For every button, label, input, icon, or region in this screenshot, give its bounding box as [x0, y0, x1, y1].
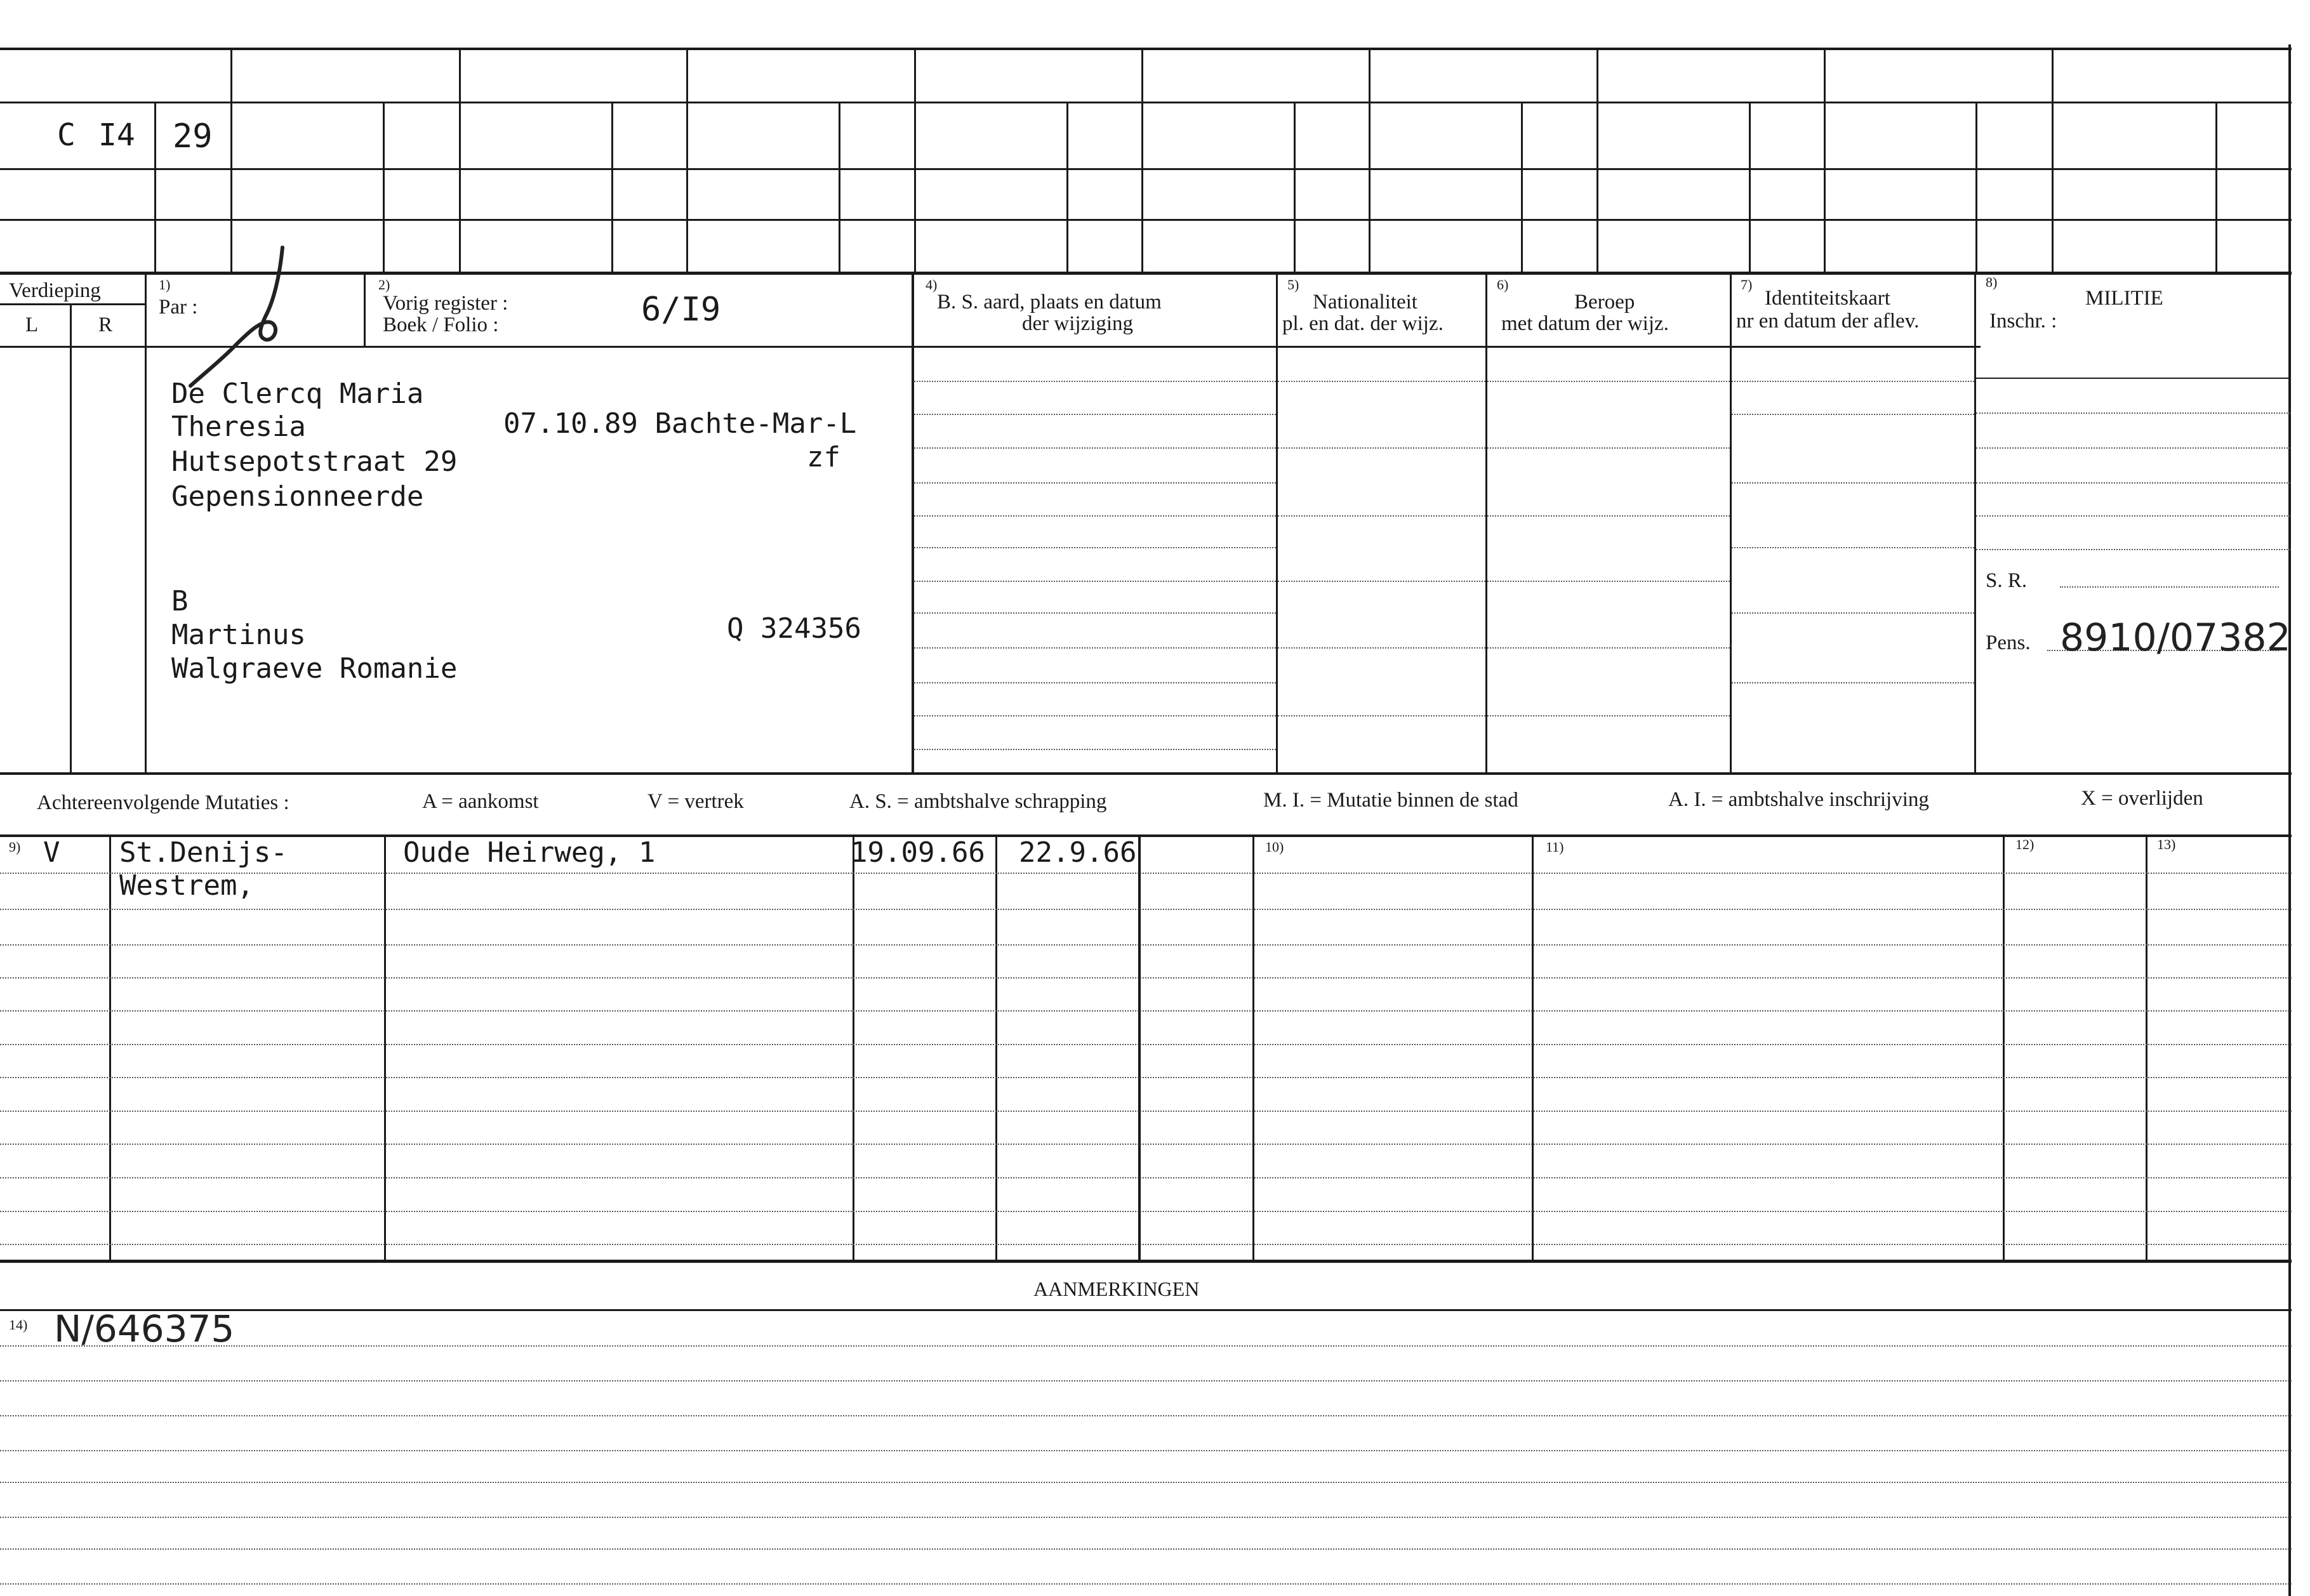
rule: [1975, 102, 1977, 273]
rule: [459, 48, 461, 273]
rule: [611, 102, 613, 273]
spouse-parents: Walgraeve Romanie: [171, 652, 458, 685]
dotted-line: [1732, 612, 1974, 614]
dotted-line: [0, 1144, 2292, 1145]
col-13-number: 13): [2157, 836, 2176, 852]
dotted-line: [914, 414, 1276, 415]
rule: [2215, 102, 2217, 273]
remarks-number: 14): [9, 1317, 28, 1333]
dotted-line: [914, 647, 1276, 649]
identiteitskaart-label-2: nr en datum der aflev.: [1736, 310, 1920, 333]
legend-overlijden: X = overlijden: [2081, 787, 2203, 810]
rule: [1141, 48, 1143, 273]
dotted-line: [1487, 381, 1730, 382]
mutation-place-2: Westrem,: [119, 869, 254, 902]
col-10-number: 10): [1265, 839, 1284, 855]
identiteitskaart-number: 7): [1741, 277, 1753, 293]
pens-value: 8910/07382: [2060, 616, 2291, 660]
nationaliteit-label: Nationaliteit: [1313, 291, 1417, 313]
remarks-title: AANMERKINGEN: [1033, 1277, 1200, 1300]
vorig-number: 2): [378, 277, 390, 293]
dotted-line: [1732, 682, 1974, 683]
dotted-line: [914, 715, 1276, 716]
rule: [0, 303, 146, 305]
mutation-type: V: [43, 836, 60, 869]
dotted-line: [0, 1211, 2292, 1212]
rule: [1975, 378, 2290, 379]
rule: [839, 102, 840, 273]
dotted-line: [0, 1077, 2292, 1078]
dotted-line: [1487, 515, 1730, 517]
dotted-line: [1976, 412, 2290, 414]
rule: [1532, 834, 1534, 1261]
dotted-line: [914, 547, 1276, 548]
rule: [0, 219, 2292, 221]
person-status-code: zf: [807, 441, 840, 473]
rule: [1138, 834, 1141, 1261]
rule: [109, 834, 111, 1261]
spouse-name: Martinus: [171, 619, 306, 651]
verdieping-label: Verdieping: [9, 279, 101, 302]
identiteitskaart-label: Identiteitskaart: [1765, 287, 1890, 310]
rule: [70, 303, 72, 773]
dotted-line: [1732, 482, 1974, 484]
rule: [1369, 48, 1371, 273]
rule: [2288, 44, 2291, 1596]
boek-folio-label: Boek / Folio :: [383, 313, 499, 336]
bs-label: B. S. aard, plaats en datum: [937, 291, 1162, 313]
col-9-number: 9): [9, 839, 21, 855]
dotted-line: [0, 1415, 2292, 1416]
rule: [0, 168, 2292, 170]
dotted-line: [1732, 547, 1974, 548]
bs-label-2: der wijziging: [1022, 312, 1134, 335]
dotted-line: [1487, 715, 1730, 716]
rule: [0, 834, 2292, 837]
dotted-line: [1976, 515, 2290, 517]
nationaliteit-label-2: pl. en dat. der wijz.: [1282, 312, 1444, 335]
beroep-number: 6): [1497, 277, 1509, 293]
inschr-label: Inschr. :: [1989, 310, 2057, 333]
rule: [1974, 275, 1976, 773]
par-label: Par :: [159, 296, 198, 319]
dotted-line: [0, 1450, 2292, 1451]
dotted-line: [0, 1517, 2292, 1518]
person-id-number: Q 324356: [727, 612, 861, 645]
rule: [0, 48, 2292, 50]
rule: [1824, 48, 1826, 273]
vorig-register-value: 6/I9: [641, 291, 721, 329]
person-given-name: Theresia: [171, 411, 306, 443]
dotted-line: [1976, 482, 2290, 484]
dotted-line: [0, 1380, 2292, 1382]
dotted-line: [0, 1177, 2292, 1178]
rule: [364, 275, 366, 348]
person-civil-code: B: [171, 585, 189, 617]
rule: [0, 772, 2292, 775]
person-address: Hutsepotstraat 29: [171, 445, 458, 478]
handwritten-mark-icon: [184, 241, 311, 393]
legend-vertrek: V = vertrek: [647, 790, 744, 813]
legend-ambtshalve-inschrijving: A. I. = ambtshalve inschrijving: [1668, 788, 1929, 811]
rule: [0, 272, 2292, 275]
militie-number: 8): [1986, 274, 1998, 290]
dotted-line: [914, 581, 1276, 582]
dotted-line: [0, 873, 2292, 874]
dotted-line: [1487, 581, 1730, 582]
mutation-date-2: 22.9.66: [1019, 836, 1137, 869]
legend-ambtshalve-schrapping: A. S. = ambtshalve schrapping: [849, 790, 1107, 813]
rule: [1521, 102, 1523, 273]
remarks-value: N/646375: [54, 1307, 235, 1350]
card-code-register: I4: [98, 117, 135, 153]
person-name: De Clercq Maria: [171, 378, 424, 410]
dotted-line: [0, 1345, 2292, 1347]
dotted-line: [0, 1111, 2292, 1112]
dotted-line: [0, 944, 2292, 946]
col-11-number: 11): [1546, 839, 1564, 855]
sr-label: S. R.: [1986, 569, 2028, 592]
card-code-letter: C: [57, 117, 76, 153]
rule: [2146, 834, 2147, 1261]
legend-aankomst: A = aankomst: [422, 790, 539, 813]
dotted-line: [1278, 581, 1485, 582]
mutation-place: St.Denijs-: [119, 836, 288, 869]
vorig-register-label: Vorig register :: [383, 292, 508, 315]
card-code-number: 29: [173, 117, 213, 155]
beroep-label: Beroep: [1574, 291, 1635, 313]
rule: [1749, 102, 1751, 273]
beroep-label-2: met datum der wijz.: [1501, 312, 1669, 335]
dotted-line: [1976, 447, 2290, 449]
rule: [0, 1309, 2292, 1311]
rule: [914, 48, 916, 273]
dotted-line: [914, 682, 1276, 683]
dotted-line: [0, 977, 2292, 979]
dotted-line: [1278, 715, 1485, 716]
dotted-line: [0, 1010, 2292, 1012]
dotted-line: [914, 515, 1276, 517]
par-number: 1): [159, 277, 171, 293]
rule: [383, 102, 385, 273]
dotted-line: [914, 612, 1276, 614]
col-12-number: 12): [2015, 836, 2035, 852]
rule: [384, 834, 386, 1261]
rule: [1485, 275, 1487, 773]
l-label: L: [25, 313, 39, 336]
rule: [154, 102, 156, 273]
dotted-line: [914, 749, 1276, 750]
militie-label: MILITIE: [2085, 287, 2163, 310]
dotted-line: [914, 482, 1276, 484]
rule: [1730, 275, 1732, 773]
dotted-line: [1278, 381, 1485, 382]
mutation-street: Oude Heirweg, 1: [403, 836, 656, 869]
pens-label: Pens.: [1986, 631, 2031, 654]
rule: [995, 834, 997, 1261]
dotted-line: [914, 381, 1276, 382]
rule: [0, 1260, 2292, 1263]
legend-mutatie: M. I. = Mutatie binnen de stad: [1263, 789, 1518, 812]
dotted-line: [1487, 647, 1730, 649]
rule: [1066, 102, 1068, 273]
rule: [2003, 834, 2005, 1261]
dotted-line: [0, 1244, 2292, 1245]
person-birth: 07.10.89 Bachte-Mar-L: [503, 407, 857, 440]
dotted-line: [1732, 414, 1974, 415]
bs-number: 4): [926, 277, 938, 293]
rule: [1252, 834, 1254, 1261]
legend-title: Achtereenvolgende Mutaties :: [37, 791, 289, 814]
rule: [2052, 48, 2054, 273]
dotted-line: [1278, 647, 1485, 649]
rule: [912, 275, 914, 773]
nationaliteit-number: 5): [1287, 277, 1299, 293]
dotted-line: [0, 1044, 2292, 1045]
sr-dotted-line: [2060, 586, 2279, 588]
dotted-line: [1278, 447, 1485, 449]
dotted-line: [1732, 381, 1974, 382]
rule: [145, 275, 147, 773]
dotted-line: [1278, 515, 1485, 517]
rule: [1276, 275, 1278, 773]
dotted-line: [914, 447, 1276, 449]
rule: [0, 102, 2292, 103]
rule: [686, 48, 688, 273]
dotted-line: [0, 1482, 2292, 1483]
rule: [1294, 102, 1296, 273]
r-label: R: [98, 313, 113, 336]
dotted-line: [0, 1583, 2292, 1585]
dotted-line: [0, 909, 2292, 910]
rule: [230, 48, 232, 273]
person-occupation: Gepensionneerde: [171, 480, 424, 513]
dotted-line: [1976, 549, 2290, 550]
rule: [853, 834, 854, 1261]
rule: [1596, 48, 1598, 273]
mutation-date: 19.09.66: [851, 836, 985, 869]
dotted-line: [1487, 447, 1730, 449]
dotted-line: [0, 1548, 2292, 1550]
